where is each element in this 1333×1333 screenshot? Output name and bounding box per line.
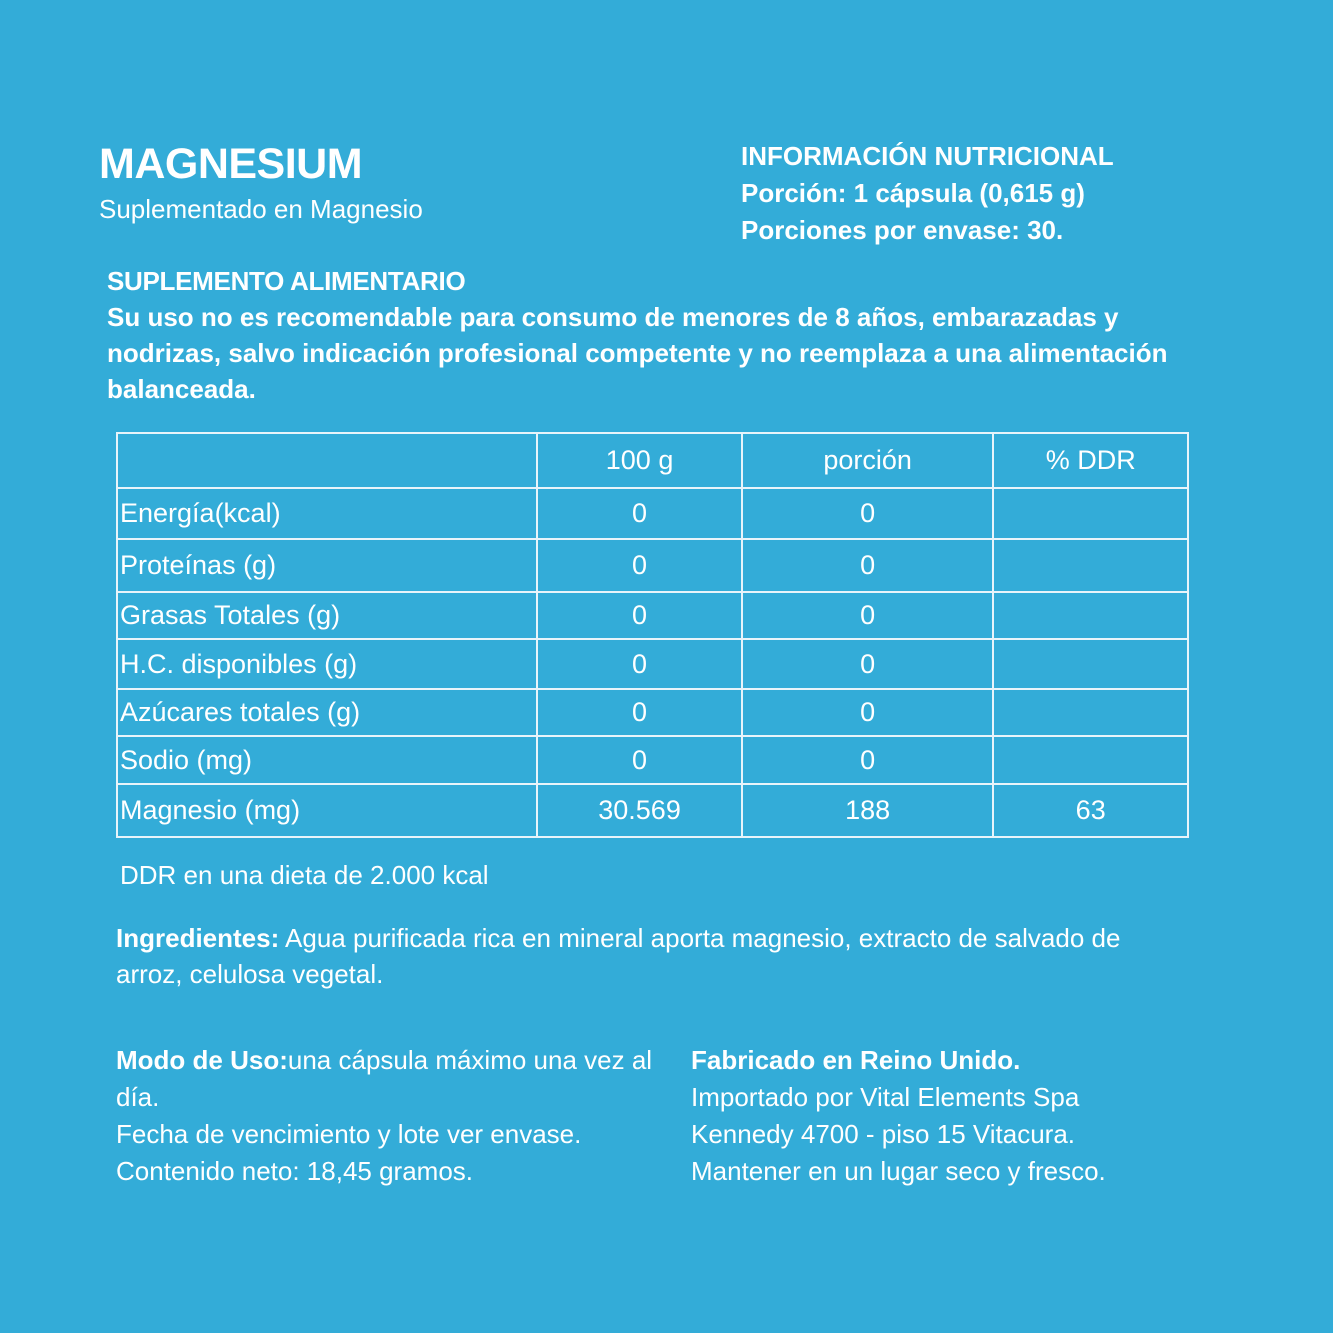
value-100g: 0 — [537, 689, 742, 736]
value-ddr — [993, 592, 1188, 639]
value-100g: 0 — [537, 736, 742, 784]
usage-label: Modo de Uso: — [116, 1045, 288, 1075]
serving-size: Porción: 1 cápsula (0,615 g) — [741, 178, 1085, 208]
value-ddr — [993, 736, 1188, 784]
table-header-row — [117, 433, 1188, 488]
header-ddr: % DDR — [993, 433, 1188, 488]
product-subtitle: Suplementado en Magnesio — [99, 194, 423, 224]
value-100g: 0 — [537, 539, 742, 592]
ingredients — [116, 920, 1166, 992]
ingredients-text: Agua purificada rica en mineral aporta magnesio, extracto de salvado de arroz, celulosa vegetal. — [116, 923, 1121, 989]
expiry-note: Fecha de vencimiento y lote ver envase. — [116, 1119, 582, 1149]
table-row — [117, 592, 1188, 639]
value-ddr — [993, 689, 1188, 736]
header-100g: 100 g — [537, 433, 742, 488]
nutrition-info — [741, 138, 1114, 249]
value-portion: 0 — [742, 592, 994, 639]
table-row — [117, 736, 1188, 784]
nutrient-label: Proteínas (g) — [117, 539, 537, 592]
value-ddr — [993, 488, 1188, 539]
ingredients-label: Ingredientes: — [116, 923, 280, 953]
nutrition-info-heading: INFORMACIÓN NUTRICIONAL — [741, 141, 1114, 171]
value-portion: 0 — [742, 689, 994, 736]
nutrient-label: Magnesio (mg) — [117, 784, 537, 837]
supplement-heading: SUPLEMENTO ALIMENTARIO — [107, 266, 466, 296]
net-content: Contenido neto: 18,45 gramos. — [116, 1156, 474, 1186]
supplement-warning: Su uso no es recomendable para consumo de menores de 8 años, embarazadas y nodrizas, salvo indicación profesional competente y no reemplaza a una alimentación balanceada. — [107, 302, 1168, 404]
value-ddr — [993, 539, 1188, 592]
value-ddr — [993, 639, 1188, 689]
table-row — [117, 488, 1188, 539]
nutrient-label: Grasas Totales (g) — [117, 592, 537, 639]
value-portion: 0 — [742, 639, 994, 689]
nutrient-label: H.C. disponibles (g) — [117, 639, 537, 689]
ddr-note: DDR en una dieta de 2.000 kcal — [120, 860, 489, 890]
product-title: MAGNESIUM — [99, 140, 363, 188]
table-row — [117, 784, 1188, 837]
made-in: Fabricado en Reino Unido. — [691, 1045, 1021, 1075]
header-portion: porción — [742, 433, 994, 488]
servings-per-container: Porciones por envase: 30. — [741, 215, 1064, 245]
importer: Importado por Vital Elements Spa — [691, 1082, 1080, 1112]
value-100g: 0 — [537, 639, 742, 689]
nutrient-label: Energía(kcal) — [117, 488, 537, 539]
supplement-section — [107, 263, 1207, 407]
value-100g: 0 — [537, 488, 742, 539]
table-row — [117, 689, 1188, 736]
value-ddr: 63 — [993, 784, 1188, 837]
storage-note: Mantener en un lugar seco y fresco. — [691, 1156, 1106, 1186]
manufacturer-section — [691, 1042, 1251, 1190]
usage-text: una cápsula máximo una vez al día. — [116, 1045, 653, 1112]
usage-instructions — [116, 1042, 656, 1116]
value-portion: 0 — [742, 539, 994, 592]
value-portion: 0 — [742, 736, 994, 784]
value-100g: 30.569 — [537, 784, 742, 837]
importer-address: Kennedy 4700 - piso 15 Vitacura. — [691, 1119, 1076, 1149]
nutrient-label: Azúcares totales (g) — [117, 689, 537, 736]
value-portion: 188 — [742, 784, 994, 837]
table-row — [117, 539, 1188, 592]
header-nutrient — [117, 433, 537, 488]
value-portion: 0 — [742, 488, 994, 539]
nutrition-table — [116, 432, 1189, 838]
value-100g: 0 — [537, 592, 742, 639]
usage-section — [116, 1042, 656, 1190]
nutrient-label: Sodio (mg) — [117, 736, 537, 784]
table-row — [117, 639, 1188, 689]
